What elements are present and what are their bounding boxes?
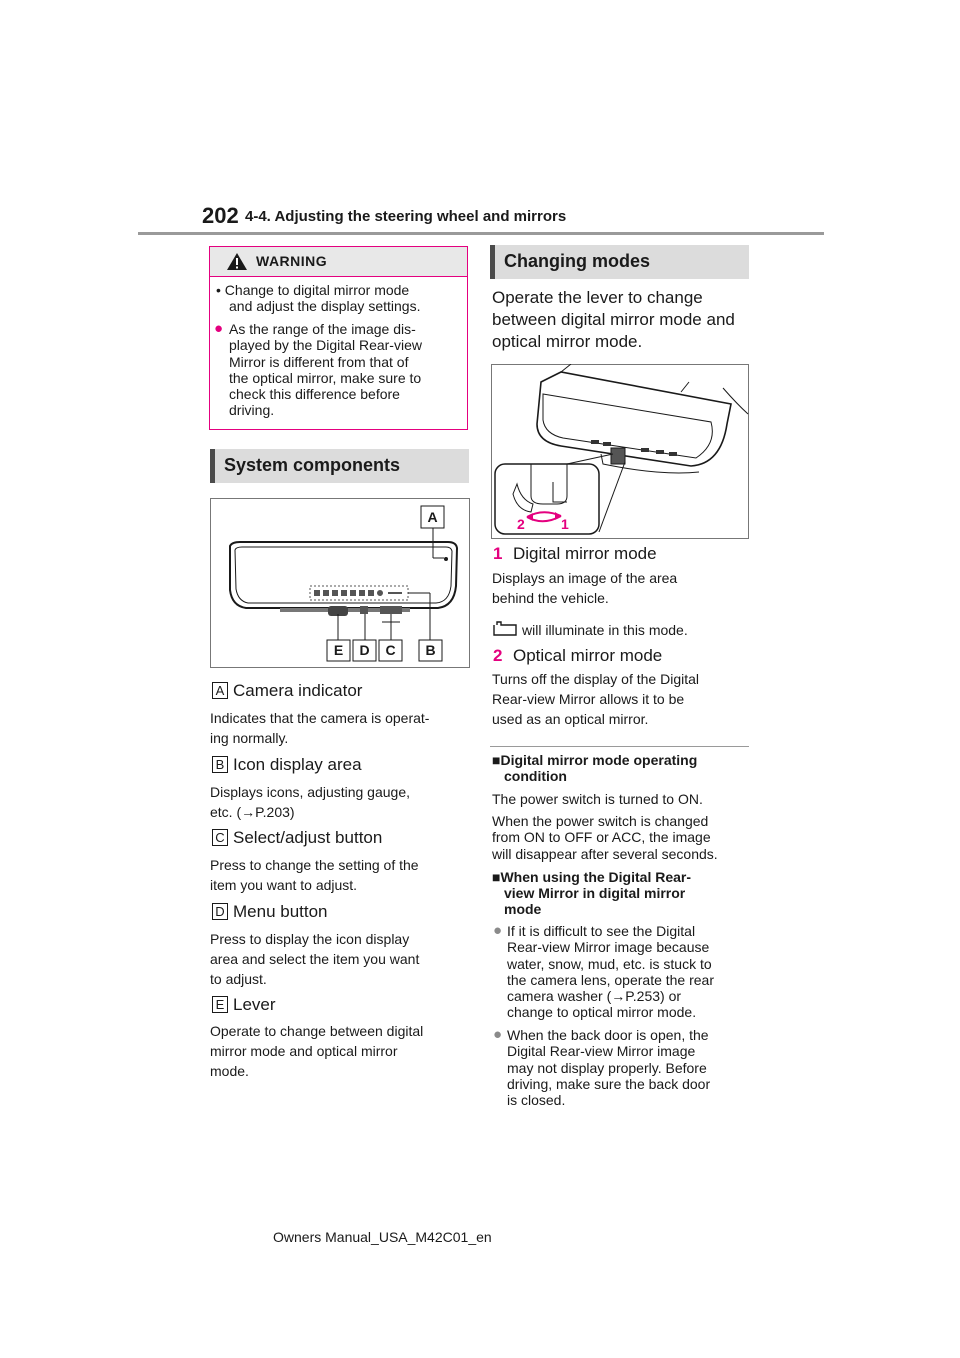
label-c-box: C xyxy=(212,829,228,846)
figure-label-2: 2 xyxy=(517,516,525,532)
note-2-bullet-2: When the back door is open, the Digital Rear-view Mirror image may not display properly. Before driving, make sure the back door is closed. xyxy=(507,1027,711,1109)
callout-c: C xyxy=(385,642,396,658)
page-number: 202 xyxy=(202,203,239,228)
item-c-title: Select/adjust button xyxy=(233,828,383,847)
mirror-diagram xyxy=(210,498,470,668)
mode-1-desc: Displays an image of the area behind the vehicle. xyxy=(492,570,678,606)
grey-bullet-icon: ● xyxy=(493,1026,503,1043)
label-b-box: B xyxy=(212,756,228,773)
label-a-box: A xyxy=(212,682,228,699)
lever-diagram xyxy=(491,364,749,539)
note-1-p1: The power switch is turned to ON. xyxy=(492,791,703,807)
item-a-desc: Indicates that the camera is operat- ing normally. xyxy=(210,710,430,746)
note-1-p2: When the power switch is changed from ON to OFF or ACC, the image will disappear after several seconds. xyxy=(492,813,718,862)
item-e-desc: Operate to change between digital mirror mode and optical mirror mode. xyxy=(210,1023,424,1079)
mode-1-number: 1 xyxy=(493,544,503,563)
notes-divider xyxy=(490,746,749,747)
item-d-title: Menu button xyxy=(233,902,328,921)
figure-label-1: 1 xyxy=(561,516,569,532)
footer-manual-id: Owners Manual_USA_M42C01_en xyxy=(273,1229,492,1245)
pink-bullet-icon: ● xyxy=(214,320,224,337)
digital-mode-indicator-icon xyxy=(493,621,517,636)
callout-e: E xyxy=(333,642,344,658)
system-components-heading: System components xyxy=(210,449,469,483)
warning-header xyxy=(210,247,467,277)
warning-title: WARNING xyxy=(256,253,328,269)
mode-2-desc: Turns off the display of the Digital Rear-view Mirror allows it to be used as an optical mirror. xyxy=(492,671,699,727)
item-e-title: Lever xyxy=(233,995,276,1014)
mode-1-icon-text: will illuminate in this mode. xyxy=(522,622,688,638)
mode-2-title: Optical mirror mode xyxy=(513,646,663,665)
item-c-desc: Press to change the setting of the item you want to adjust. xyxy=(210,857,419,893)
warning-bullet-2: As the range of the image dis- played by the Digital Rear-view Mirror is different from that of the optical mirror, make sure to check this difference before driving. xyxy=(229,321,422,419)
label-d-box: D xyxy=(212,903,228,920)
changing-modes-intro: Operate the lever to change between digital mirror mode and optical mirror mode. xyxy=(492,288,735,351)
item-b-title: Icon display area xyxy=(233,755,362,774)
item-d-desc: Press to display the icon display area and select the item you want to adjust. xyxy=(210,931,420,987)
callout-d: D xyxy=(359,642,370,658)
note-1-heading: ■Digital mirror mode operating condition xyxy=(492,752,698,784)
warning-bullet-1-line-1: • Change to digital mirror mode xyxy=(216,282,410,298)
note-2-heading: ■When using the Digital Rear- view Mirror in digital mirror mode xyxy=(492,869,692,917)
item-b-desc: Displays icons, adjusting gauge, etc. (→P.203) xyxy=(210,784,411,820)
item-a-title: Camera indicator xyxy=(233,681,363,700)
header-rule xyxy=(138,232,824,235)
callout-a: A xyxy=(427,509,438,525)
mode-1-title: Digital mirror mode xyxy=(513,544,657,563)
mode-2-number: 2 xyxy=(493,646,503,665)
note-2-bullet-1: If it is difficult to see the Digital Rear-view Mirror image because water, snow, mud, etc. is stuck to the camera lens, operate the rear camera washer (→P.253) or change to optical mirror mode. xyxy=(507,923,715,1021)
warning-bullet-1-line-2: and adjust the display settings. xyxy=(229,298,421,314)
label-e-box: E xyxy=(212,996,228,1013)
grey-bullet-icon: ● xyxy=(493,922,503,939)
callout-b: B xyxy=(425,642,436,658)
changing-modes-heading: Changing modes xyxy=(490,245,749,279)
section-title: 4-4. Adjusting the steering wheel and mirrors xyxy=(245,208,567,225)
warning-triangle-icon xyxy=(226,252,248,271)
